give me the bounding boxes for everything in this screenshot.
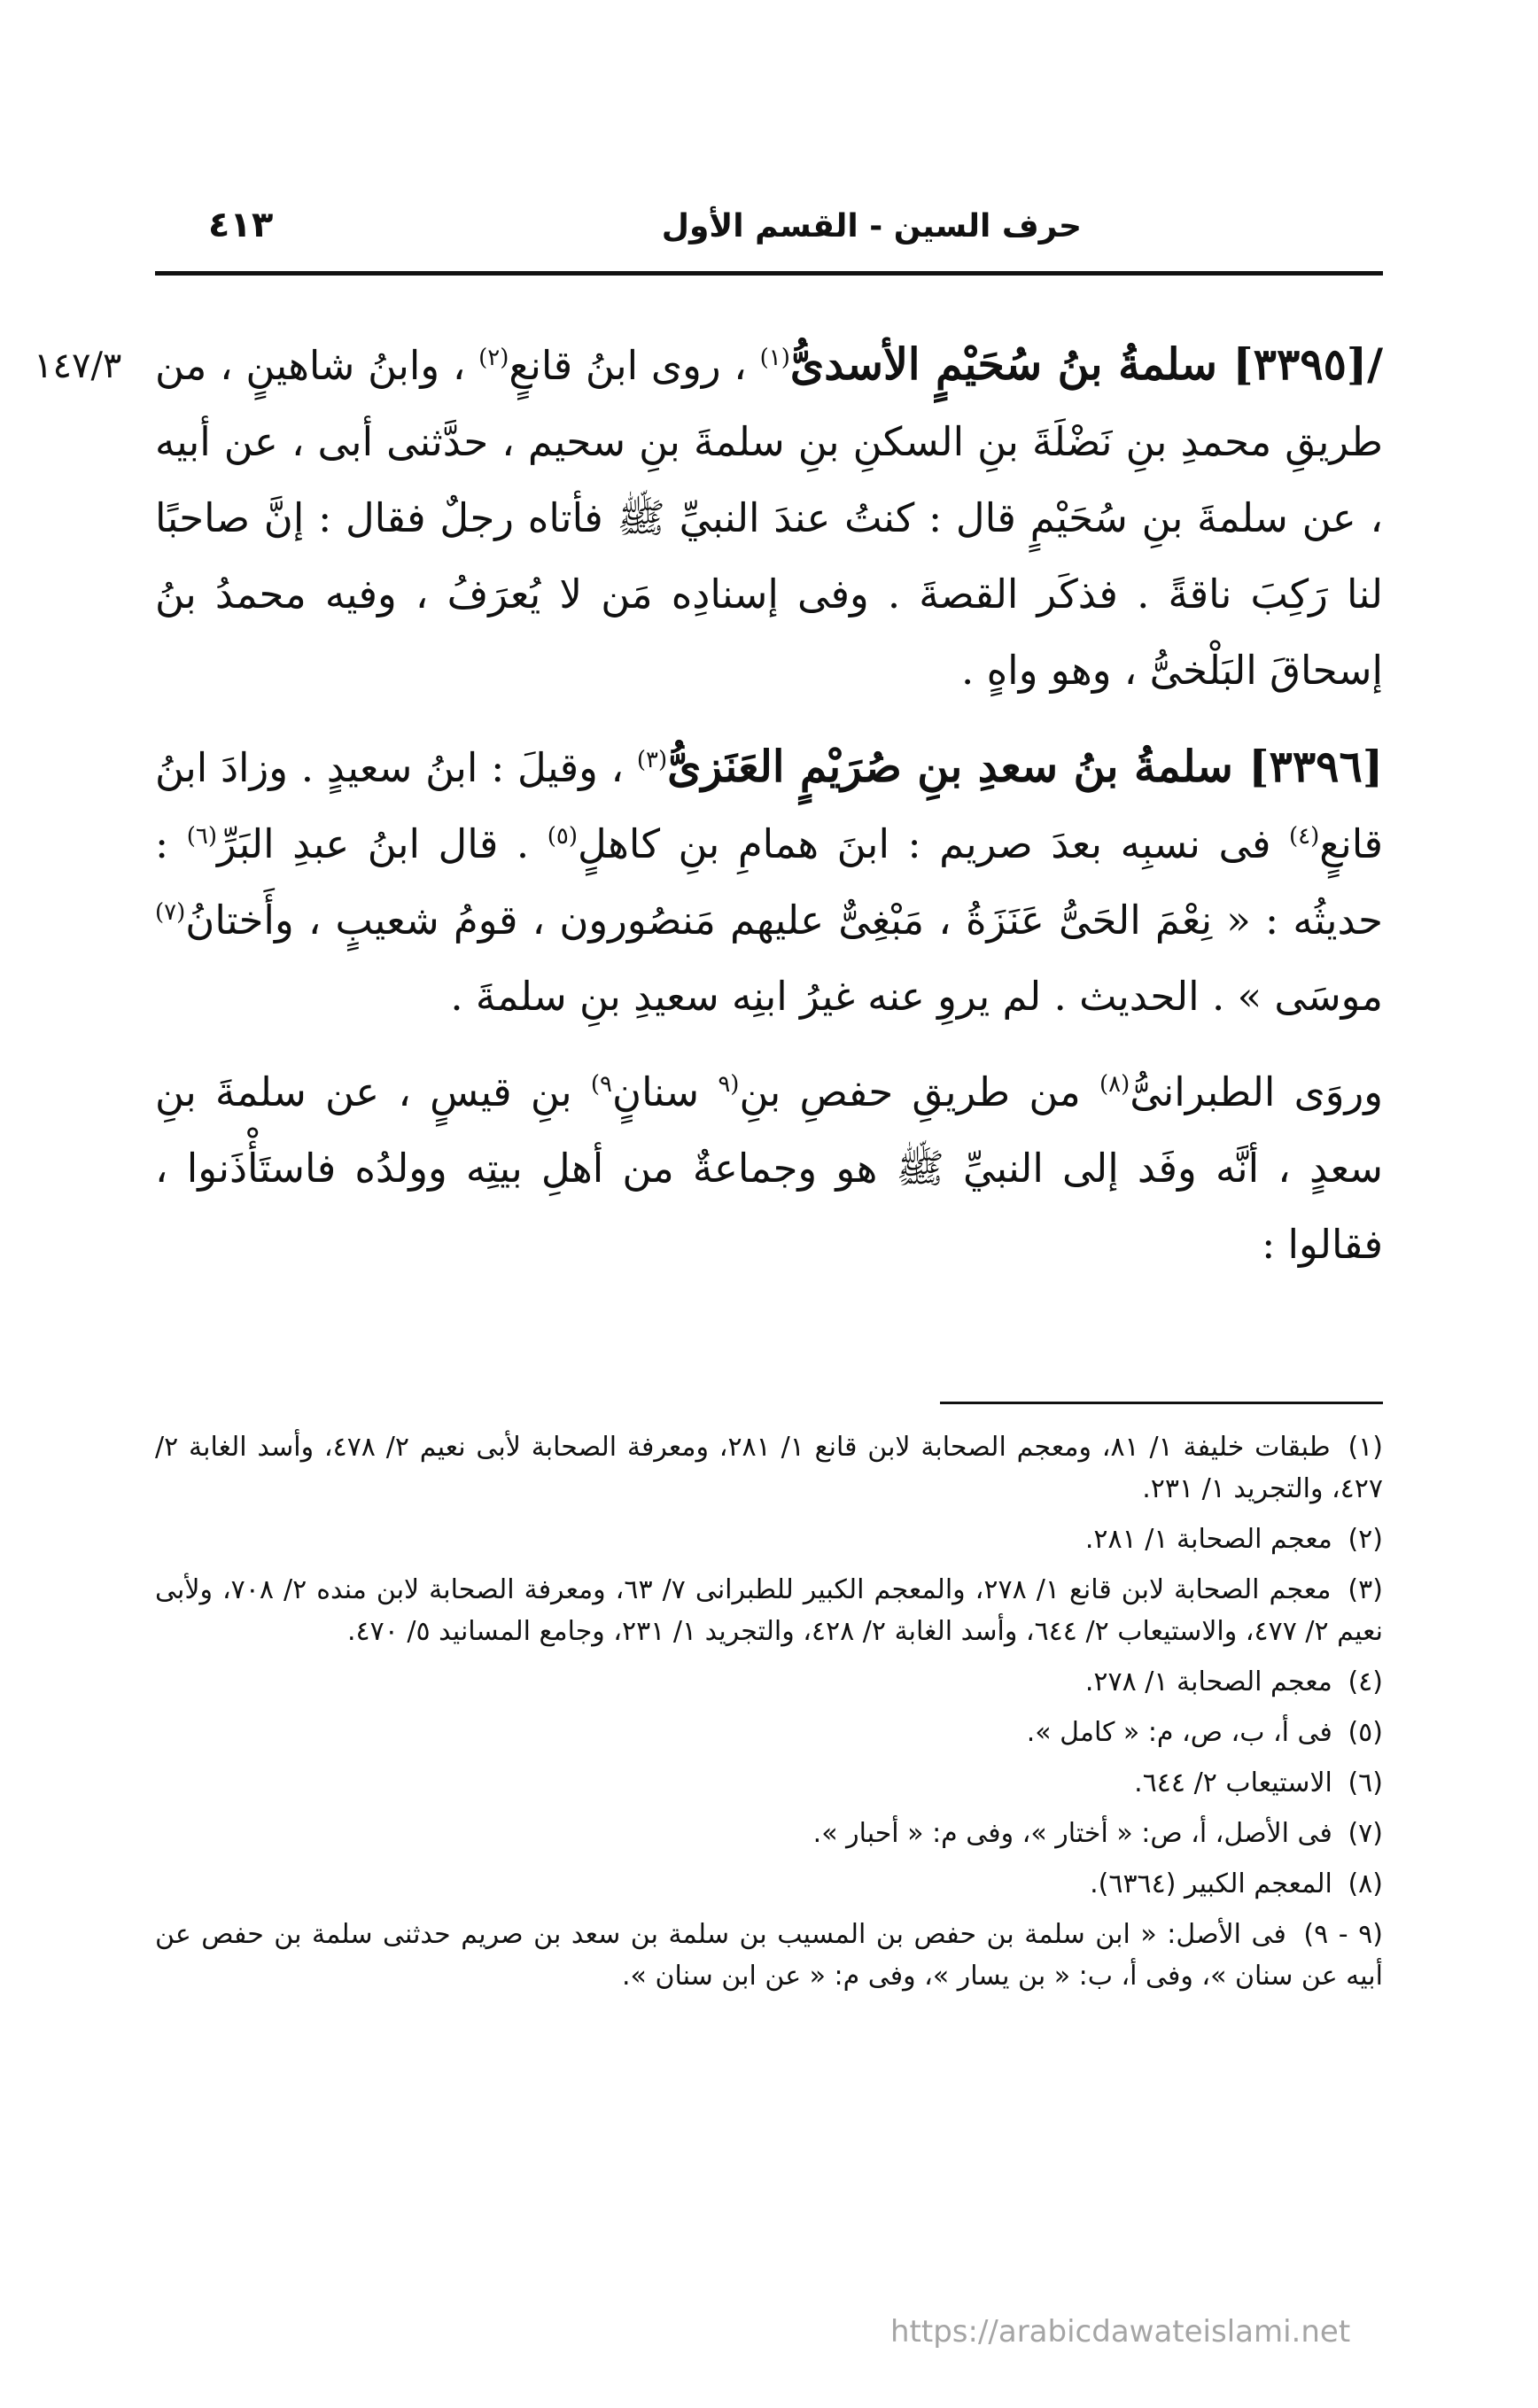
- footnote-ref: (١): [759, 345, 790, 371]
- footnote-text: طبقات خليفة ١/ ٨١، ومعجم الصحابة لابن قانع ١/ ٢٨١، ومعرفة الصحابة لأبى نعيم ٢/ ٤٧٨، وأسد الغابة ٢/ ٤٢٧، والتجريد ١/ ٢٣١.: [155, 1432, 1383, 1504]
- header-rule: [155, 271, 1383, 276]
- footnote: [155, 1914, 1383, 1997]
- footnote: [155, 1762, 1383, 1804]
- entry-text: من طريقِ حفصِ بنِ: [739, 1068, 1099, 1115]
- footnote-number: (١): [1348, 1432, 1383, 1463]
- footnote-ref: (٣): [636, 747, 668, 773]
- footnote-ref: (٥): [547, 823, 579, 850]
- entry-text: فى نسبِه بعدَ صريم : ابنَ همامِ بنِ كاهلٍ: [578, 820, 1290, 867]
- footnote: [155, 1813, 1383, 1854]
- footnote-text: فى الأصل، أ، ص: « أختار »، وفى م: « أحبار ».: [812, 1818, 1332, 1849]
- margin-reference: ١٤٧/٣: [34, 346, 122, 386]
- footnote: [155, 1712, 1383, 1753]
- footnote-ref: (٨): [1099, 1071, 1130, 1098]
- footnote-ref: ٩): [590, 1071, 613, 1098]
- entry-text: ، روى ابنُ قانعٍ: [509, 342, 760, 389]
- entry-text: موسَى » . الحديث . لم يروِ عنه غيرُ ابنِه سعيدِ بنِ سلمةَ .: [450, 973, 1383, 1020]
- footnote-ref: (٢): [478, 345, 509, 371]
- footnote: [155, 1519, 1383, 1560]
- footnote-number: (٧): [1348, 1818, 1383, 1849]
- footnote-ref: (٩: [718, 1071, 740, 1098]
- watermark-url: https://arabicdawateislami.net: [890, 2314, 1351, 2350]
- footnote-number: (٥): [1348, 1717, 1383, 1748]
- entry-text: : حديثُه : « نِعْمَ الحَىُّ عَنَزَةُ ، مَبْغِىٌّ عليهم مَنصُورون ، قومُ شعيبٍ ، وأَختانُ: [155, 820, 1383, 944]
- entry-text: ، وابنُ شاهينٍ ، من طريقِ محمدِ بنِ نَضْلَةَ بنِ السكنِ بنِ سلمةَ بنِ سحيم ، حدَّثنى أبى ، عن أبيه ، عن سلمةَ بنِ سُحَيْمٍ قال : كنتُ عندَ النبيِّ ﷺ فأتاه رجلٌ فقال : إنَّ صاحبًا لنا رَكِبَ ناقةً . فذكَر القصةَ . وفى إسنادِه مَن لا يُعرَفُ ، وفيه محمدُ بنُ إسحاقَ البَلْخىُّ ، وهو واهٍ .: [155, 342, 1383, 694]
- main-text: [155, 326, 1383, 1283]
- entry-paragraph: [155, 1054, 1383, 1283]
- footnote-number: (٦): [1348, 1767, 1383, 1798]
- running-head-title: حرف السين - القسم الأول: [661, 208, 1082, 245]
- running-head: [155, 199, 1383, 261]
- footnote: [155, 1569, 1383, 1652]
- footnote-text: فى أ، ب، ص، م: « كامل ».: [1026, 1717, 1332, 1748]
- footnote-text: المعجم الكبير (٦٣٦٤).: [1090, 1868, 1332, 1899]
- footnote-number: (٨): [1348, 1868, 1383, 1899]
- footnote-text: معجم الصحابة ١/ ٢٧٨.: [1084, 1666, 1332, 1697]
- footnote-ref: (٧): [155, 899, 186, 926]
- footnote-ref: (٦): [186, 823, 217, 850]
- footnote-number: (٣): [1348, 1574, 1383, 1605]
- page-number: ٤١٣: [208, 205, 274, 245]
- entry-text: سنانٍ: [612, 1068, 719, 1115]
- entry-text: . قال ابنُ عبدِ البَرِّ: [216, 820, 548, 867]
- footnote: [155, 1426, 1383, 1510]
- entry-paragraph: [155, 326, 1383, 709]
- entry-paragraph: [155, 728, 1383, 1035]
- footnote-number: (٩ - ٩): [1303, 1919, 1383, 1950]
- entry-heading: /[٣٣٩٥] سلمةُ بنُ سُحَيْمٍ الأسدىُّ: [789, 338, 1383, 390]
- footnotes: [155, 1426, 1383, 2006]
- footnote-text: معجم الصحابة ١/ ٢٨١.: [1084, 1524, 1332, 1555]
- entry-text: ، وقيلَ : ابنُ سعيدٍ . وزادَ ابنُ قانعٍ: [155, 744, 1383, 867]
- footnote: [155, 1863, 1383, 1905]
- footnote: [155, 1661, 1383, 1703]
- footnote-separator: [940, 1402, 1383, 1404]
- footnote-ref: (٤): [1289, 823, 1320, 850]
- footnote-number: (٤): [1348, 1666, 1383, 1697]
- entry-text: بنِ قيسٍ ، عن سلمةَ بنِ سعدٍ ، أنَّه وفَد إلى النبيِّ ﷺ هو وجماعةٌ من أهلِ بيتِه وولدُه فاستَأْذَنوا ، فقالوا :: [155, 1068, 1383, 1268]
- entry-heading: [٣٣٩٦] سلمةُ بنُ سعدِ بنِ صُرَيْمٍ العَنَزىُّ: [667, 741, 1383, 792]
- entry-text: وروَى الطبرانىُّ: [1130, 1068, 1383, 1115]
- footnote-text: معجم الصحابة لابن قانع ١/ ٢٧٨، والمعجم الكبير للطبرانى ٧/ ٦٣، ومعرفة الصحابة لابن منده ٢/ ٧٠٨، ولأبى نعيم ٢/ ٤٧٧، والاستيعاب ٢/ ٦٤٤، وأسد الغابة ٢/ ٤٢٨، والتجريد ١/ ٢٣١، وجامع المسانيد ٥/ ٤٧٠.: [155, 1574, 1383, 1647]
- footnote-text: الاستيعاب ٢/ ٦٤٤.: [1134, 1767, 1332, 1798]
- footnote-text: فى الأصل: « ابن سلمة بن حفص بن المسيب بن سلمة بن سعد بن صريم حدثنى سلمة بن حفص عن أبيه عن سنان »، وفى أ، ب: « بن يسار »، وفى م: « عن ابن سنان ».: [155, 1919, 1383, 1992]
- footnote-number: (٢): [1348, 1524, 1383, 1555]
